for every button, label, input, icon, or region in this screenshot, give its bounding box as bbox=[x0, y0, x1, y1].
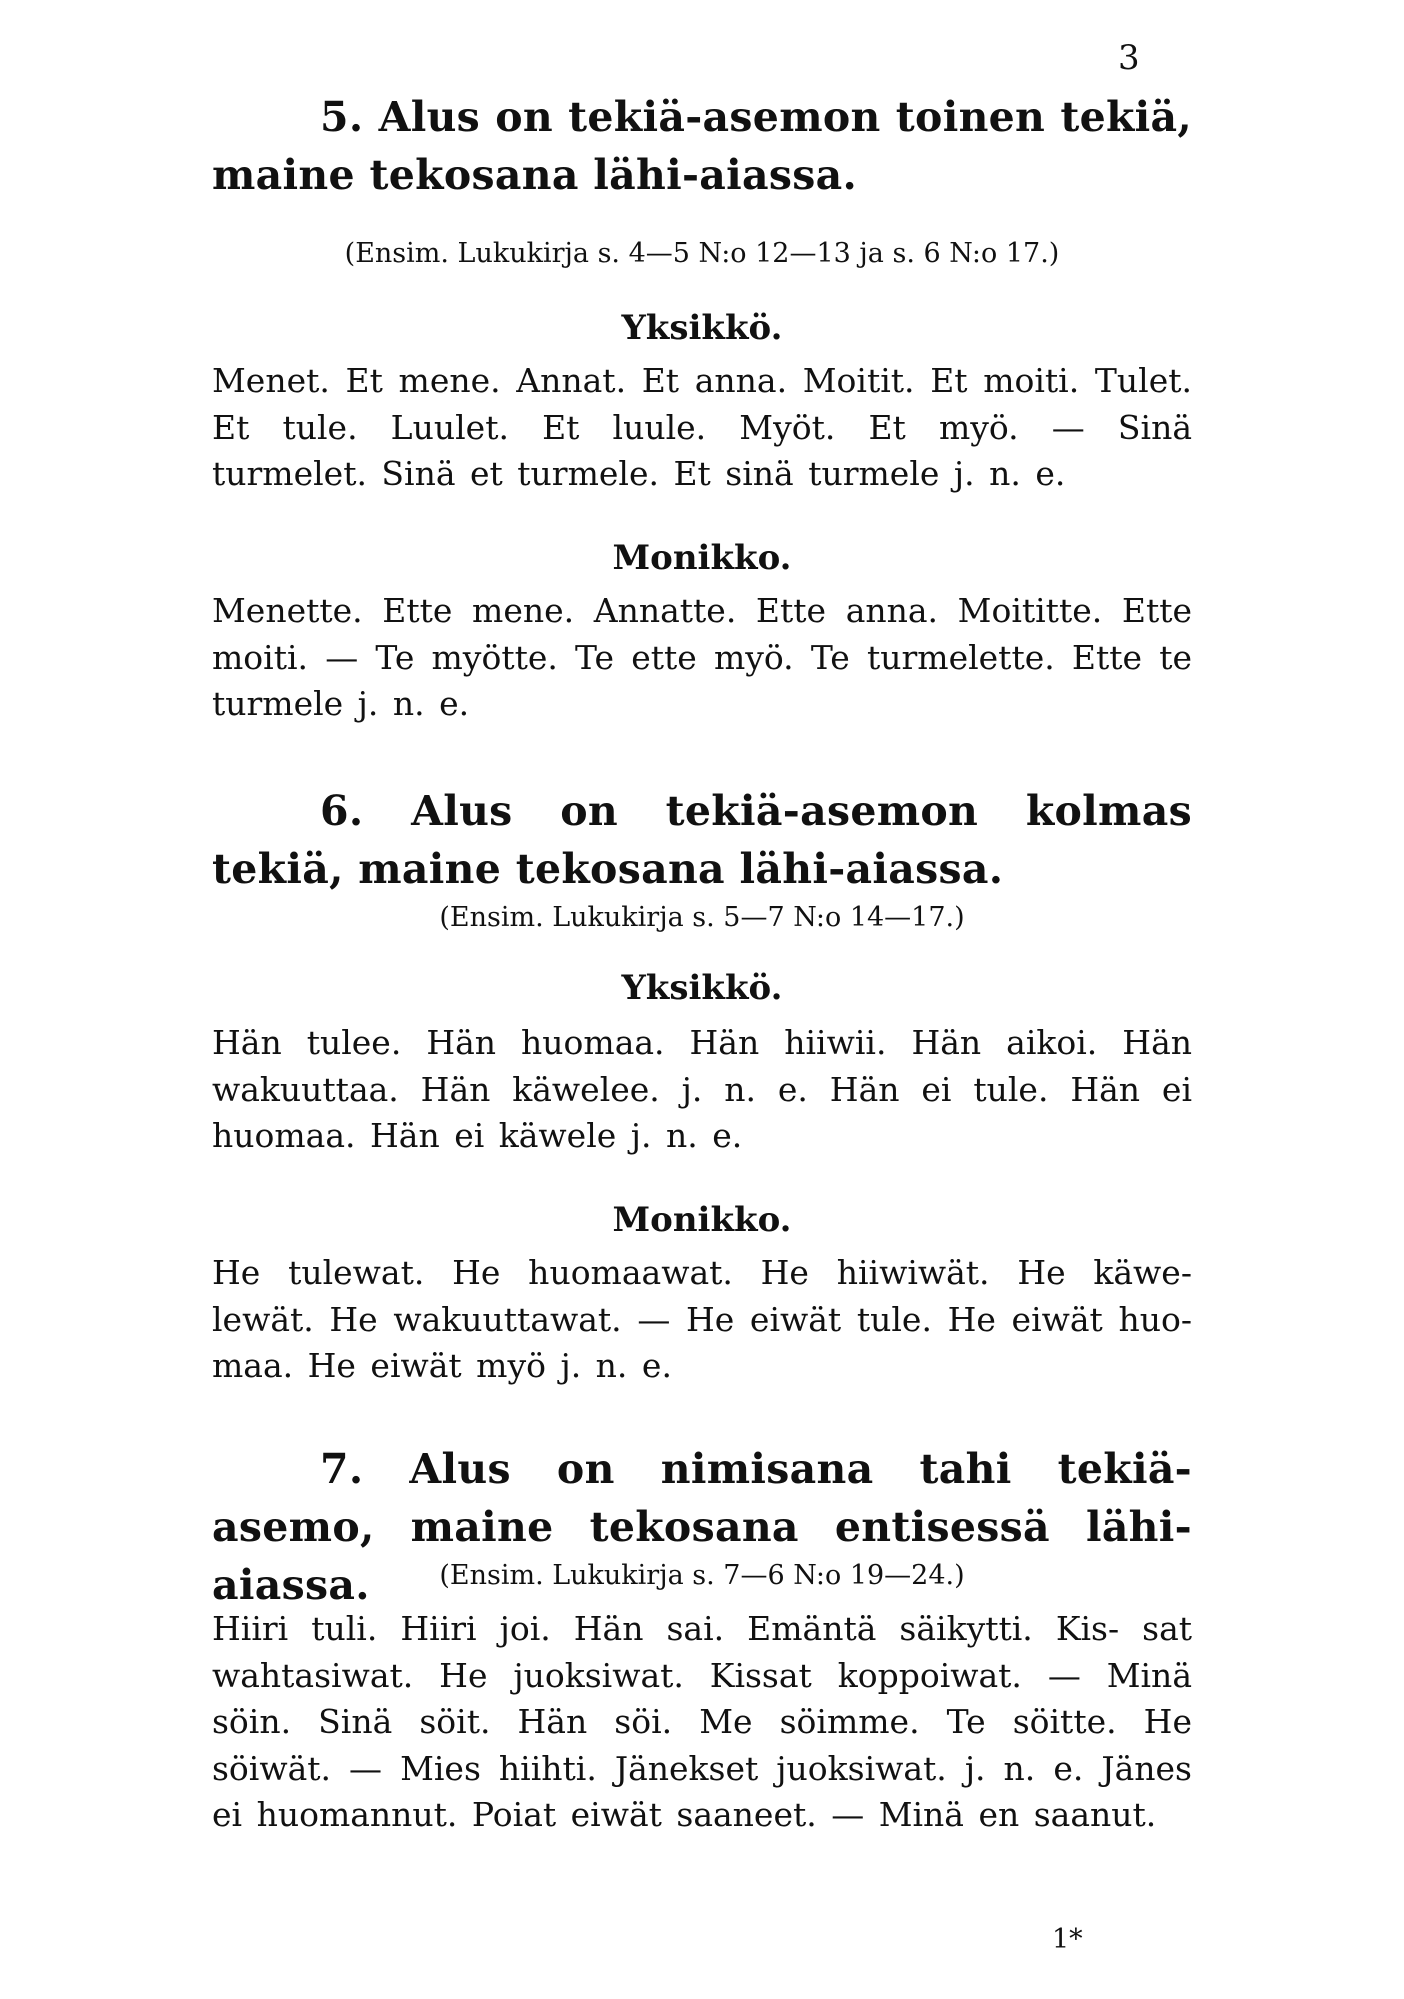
section-7-reference: (Ensim. Lukukirja s. 7—6 N:o 19—24.) bbox=[439, 1560, 965, 1591]
section-5-singular-text: Menet. Et mene. Annat. Et anna. Moitit. Et moiti. Tulet. Et tule. Luulet. Et luule. Myöt. Et myö. — Sinä turmelet. Sinä et turmele. Et sinä turmele j. n. e. bbox=[212, 361, 1192, 493]
section-5-plural-text: Menette. Ette mene. Annatte. Ette anna. Moititte. Ette moiti. — Te myötte. Te ette myö. Te turmelette. Ette te turmele j. n. e. bbox=[212, 591, 1192, 723]
section-7-heading: 7. Alus on nimisana tahi tekiä-asemo, maine tekosana entisessä lähi-aiassa. bbox=[212, 1445, 1192, 1609]
section-5-heading: 5. Alus on tekiä-asemon toinen tekiä, maine tekosana lähi-aiassa. bbox=[212, 93, 1192, 199]
section-5-singular-heading: Yksikkö. bbox=[621, 308, 783, 348]
page-number: 3 bbox=[1118, 38, 1140, 78]
section-6-singular-text: Hän tulee. Hän huomaa. Hän hiiwii. Hän aikoi. Hän wakuuttaa. Hän käwelee. j. n. e. Hän ei tule. Hän ei huomaa. Hän ei käwele j. n. e. bbox=[212, 1023, 1192, 1155]
section-6-singular-heading: Yksikkö. bbox=[621, 968, 783, 1008]
section-6-plural-heading: Monikko. bbox=[612, 1200, 792, 1240]
section-7-text: Hiiri tuli. Hiiri joi. Hän sai. Emäntä säikytti. Kis- sat wahtasiwat. He juoksiwat. Kissat koppoiwat. — Minä söin. Sinä söit. Hän söi. Me söimme. Te söitte. He söiwät. — Mies hiihti. Jänekset juoksiwat. j. n. e. Jänes ei huomannut. Poiat eiwät saaneet. — Minä en saanut. bbox=[212, 1609, 1192, 1834]
section-6-plural-text: He tulewat. He huomaawat. He hiiwiwät. He käwe- lewät. He wakuuttawat. — He eiwät tule. He eiwät huo- maa. He eiwät myö j. n. e. bbox=[212, 1253, 1192, 1385]
signature-mark: 1* bbox=[1052, 1924, 1083, 1955]
section-5-plural-heading: Monikko. bbox=[612, 538, 792, 578]
section-6-heading: 6. Alus on tekiä-asemon kolmas tekiä, maine tekosana lähi-aiassa. bbox=[212, 787, 1192, 893]
section-6-reference: (Ensim. Lukukirja s. 5—7 N:o 14—17.) bbox=[439, 902, 965, 933]
section-5-reference: (Ensim. Lukukirja s. 4—5 N:o 12—13 ja s. 6 N:o 17.) bbox=[344, 238, 1060, 269]
